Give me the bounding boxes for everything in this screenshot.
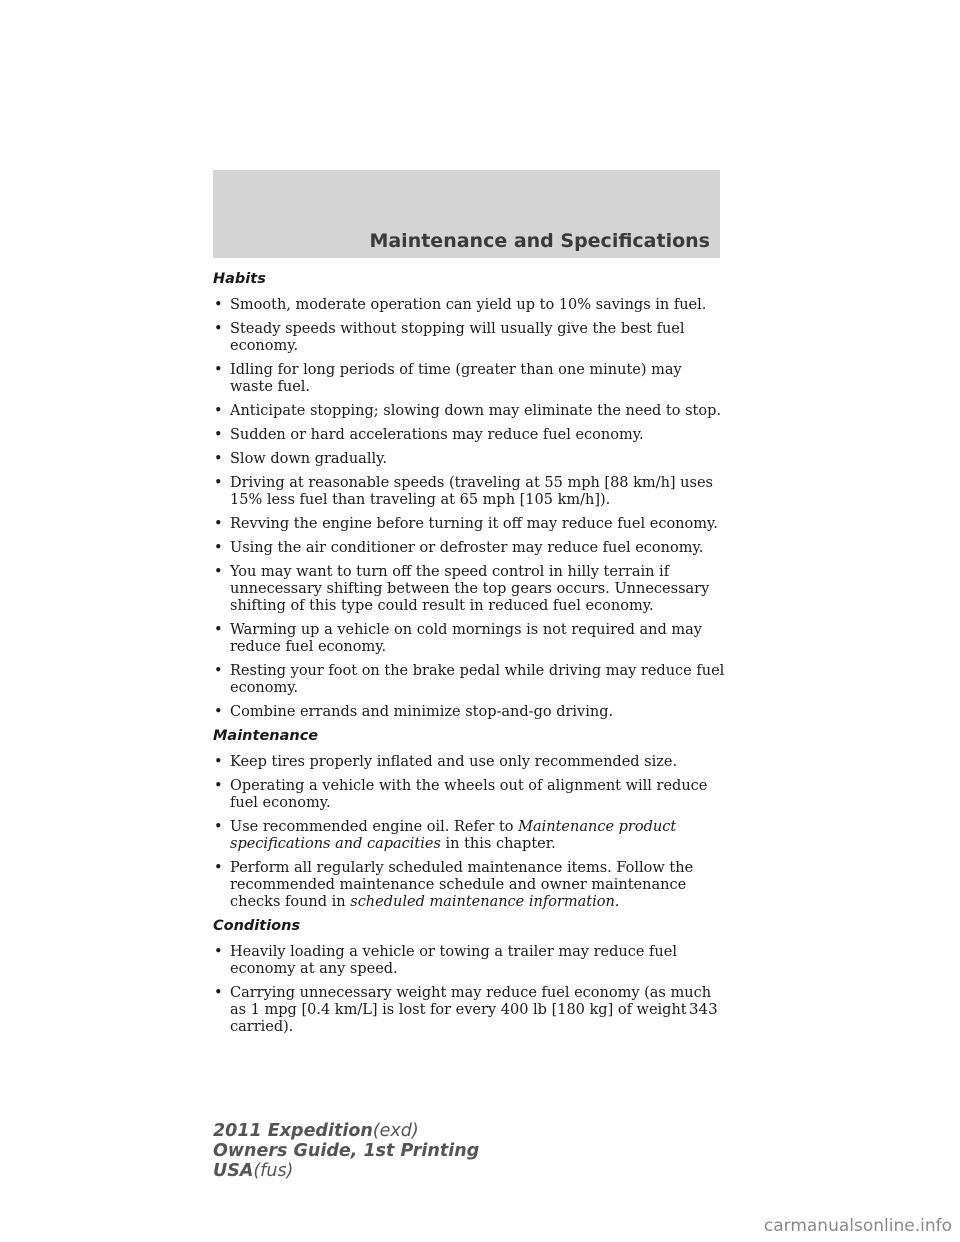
list-item: • Slow down gradually. — [213, 451, 725, 468]
watermark: carmanualsonline.info — [763, 1216, 952, 1236]
list-item: • Use recommended engine oil. Refer to Maintenance product specifications and capacities in this chapter. — [213, 819, 725, 853]
list-item: • Resting your foot on the brake pedal while driving may reduce fuel economy. — [213, 663, 725, 697]
list-item: • Heavily loading a vehicle or towing a trailer may reduce fuel economy at any speed. — [213, 944, 725, 978]
footer-line-1: 2011 Expedition(exd) — [213, 1121, 419, 1141]
footer-line-3: USA(fus) — [213, 1161, 294, 1181]
list-item: • Revving the engine before turning it off may reduce fuel economy. — [213, 516, 725, 533]
page-number: 343 — [689, 1000, 718, 1018]
reference-scheduled-maintenance: scheduled maintenance information. — [350, 894, 620, 910]
page-content — [213, 266, 725, 1043]
list-item: • Operating a vehicle with the wheels out of alignment will reduce fuel economy. — [213, 778, 725, 812]
list-item: • Carrying unnecessary weight may reduce fuel economy (as much as 1 mpg [0.4 km/L] is lost for every 400 lb [180 kg] of weight carried). — [213, 985, 725, 1036]
list-item: • Steady speeds without stopping will usually give the best fuel economy. — [213, 321, 725, 355]
section-title: Maintenance and Specifications — [369, 230, 710, 252]
list-item: • Driving at reasonable speeds (traveling at 55 mph [88 km/h] uses 15% less fuel than traveling at 65 mph [105 km/h]). — [213, 475, 725, 509]
list-item: • Smooth, moderate operation can yield up to 10% savings in fuel. — [213, 297, 725, 314]
list-item: • Warming up a vehicle on cold mornings is not required and may reduce fuel economy. — [213, 622, 725, 656]
heading-habits: Habits — [213, 271, 266, 287]
conditions-list — [213, 944, 725, 1036]
list-item: • Using the air conditioner or defroster may reduce fuel economy. — [213, 540, 725, 557]
print-footer — [213, 1121, 479, 1181]
footer-line-2: Owners Guide, 1st Printing — [213, 1141, 480, 1161]
habits-list — [213, 297, 725, 721]
list-item: • Keep tires properly inflated and use only recommended size. — [213, 754, 725, 771]
list-item: • Idling for long periods of time (greater than one minute) may waste fuel. — [213, 362, 725, 396]
list-item: • Sudden or hard accelerations may reduce fuel economy. — [213, 427, 725, 444]
list-item: • You may want to turn off the speed control in hilly terrain if unnecessary shifting between the top gears occurs. Unnecessary shifting of this type could result in reduced fuel economy. — [213, 564, 725, 615]
heading-maintenance: Maintenance — [213, 728, 319, 744]
maintenance-list — [213, 754, 725, 911]
list-item: • Perform all regularly scheduled maintenance items. Follow the recommended maintenance schedule and owner maintenance checks found in scheduled maintenance information. — [213, 860, 725, 911]
reference-maintenance-specs: Maintenance product specifications and capacities — [230, 819, 677, 852]
list-item: • Combine errands and minimize stop-and-go driving. — [213, 704, 725, 721]
list-item: • Anticipate stopping; slowing down may eliminate the need to stop. — [213, 403, 725, 420]
heading-conditions: Conditions — [213, 918, 301, 934]
header-band — [213, 170, 720, 258]
